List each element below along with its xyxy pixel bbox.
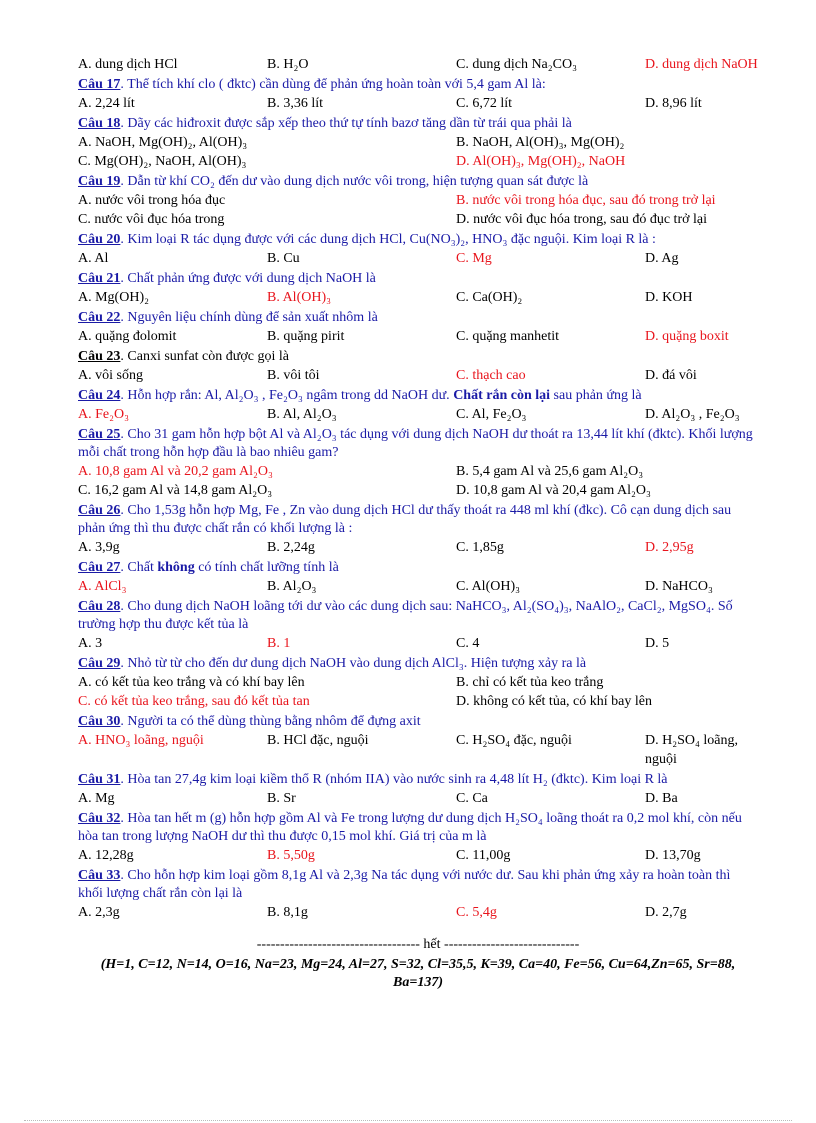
q18-stem — [78, 115, 758, 133]
q31-option-d: D. Ba — [645, 791, 678, 806]
q32-options — [78, 846, 758, 865]
q23-option-d: D. đá vôi — [645, 368, 697, 383]
q17-options — [78, 94, 758, 113]
q16-option-b: B. H₂O — [267, 57, 309, 72]
q32-option-b: B. 5,50g — [267, 848, 315, 863]
q24-option-c: C. Al, Fe₂O₃ — [456, 407, 527, 422]
q32-option-a: A. 12,28g — [78, 848, 134, 863]
q31-text: . Hòa tan 27,4g kim loại kiềm thổ R (nhóm IIA) vào nước sinh ra 4,48 lít H₂ (đktc). Kim loại R là — [120, 772, 668, 787]
q24-text-a: . Hỗn hợp rắn: Al, Al₂O₃ , Fe₂O₃ ngâm trong dd NaOH dư. — [120, 388, 454, 403]
q26-option-c: C. 1,85g — [456, 540, 504, 555]
q33-number: Câu 33 — [78, 868, 121, 883]
atomic-masses-note: (H=1, C=12, N=14, O=16, Na=23, Mg=24, Al=27, S=32, Cl=35,5, K=39, Ca=40, Fe=56, Cu=64,Zn=65, Sr=88, Ba=137) — [100, 957, 736, 990]
q20-options — [78, 249, 758, 268]
q31-option-b: B. Sr — [267, 791, 296, 806]
q22-number: Câu 22 — [78, 310, 121, 325]
q22-option-d: D. quặng boxit — [645, 329, 729, 344]
q32-stem — [78, 810, 758, 846]
q21-stem — [78, 270, 758, 288]
q25-text: . Cho 31 gam hỗn hợp bột Al và Al₂O₃ tác dụng với dung dịch NaOH dư thoát ra 13,44 lít khí (đktc). Khối lượng mỗi chất trong hỗn hợp đầu là bao nhiêu gam? — [78, 427, 753, 460]
q31-stem — [78, 771, 758, 789]
q19-option-c: C. nước vôi đục hóa trong — [78, 212, 225, 227]
q29-option-a: A. có kết tủa keo trắng và có khí bay lên — [78, 675, 305, 690]
q31-options — [78, 789, 758, 808]
q27-stem — [78, 559, 758, 577]
q19-option-d: D. nước vôi đục hóa trong, sau đó đục trở lại — [456, 212, 708, 227]
q29-number: Câu 29 — [78, 656, 121, 671]
q29-option-c: C. có kết tủa keo trắng, sau đó kết tủa tan — [78, 694, 310, 709]
q24-number: Câu 24 — [78, 388, 121, 403]
q17-option-d: D. 8,96 lít — [645, 96, 702, 111]
q16-option-d: D. dung dịch NaOH — [645, 57, 758, 72]
q25-option-c: C. 16,2 gam Al và 14,8 gam Al₂O₃ — [78, 483, 273, 498]
q26-option-d: D. 2,95g — [645, 540, 694, 555]
q30-stem — [78, 713, 758, 731]
q29-option-b: B. chỉ có kết tủa keo trắng — [456, 675, 604, 690]
q20-number: Câu 20 — [78, 232, 121, 247]
q30-option-b: B. HCl đặc, nguội — [267, 733, 369, 748]
q23-stem — [78, 348, 758, 366]
q27-text-bold: không — [157, 560, 195, 575]
q22-option-c: C. quặng manhetit — [456, 329, 560, 344]
q22-options — [78, 327, 758, 346]
q27-options — [78, 577, 758, 596]
q18-options — [78, 133, 758, 171]
q25-option-d: D. 10,8 gam Al và 20,4 gam Al₂O₃ — [456, 483, 651, 498]
q24-option-b: B. Al, Al₂O₃ — [267, 407, 337, 422]
q30-option-c: C. H₂SO₄ đặc, nguội — [456, 733, 572, 748]
q32-text: . Hòa tan hết m (g) hỗn hợp gồm Al và Fe trong lượng dư dung dịch H₂SO₄ loãng thoát ra 0,2 mol khí, còn nếu hòa tan trong lượng NaOH dư thì thu được 0,15 mol khí. Giá trị của m là — [78, 811, 742, 844]
q31-option-c: C. Ca — [456, 791, 488, 806]
q19-number: Câu 19 — [78, 174, 121, 189]
q17-option-b: B. 3,36 lít — [267, 96, 324, 111]
q19-option-b: B. nước vôi trong hóa đục, sau đó trong trở lại — [456, 193, 716, 208]
q27-option-b: B. Al₂O₃ — [267, 579, 317, 594]
q28-text: . Cho dung dịch NaOH loãng tới dư vào các dung dịch sau: NaHCO₃, Al₂(SO₄)₃, NaAlO₂, CaCl₂, MgSO₄. Số trường hợp thu được kết tủa là — [78, 599, 733, 632]
q26-option-a: A. 3,9g — [78, 540, 120, 555]
q32-option-d: D. 13,70g — [645, 848, 701, 863]
q26-options — [78, 538, 758, 557]
q27-option-d: D. NaHCO₃ — [645, 579, 713, 594]
q20-text: . Kim loại R tác dụng được với các dung dịch HCl, Cu(NO₃)₂, HNO₃ đặc nguội. Kim loại R là : — [120, 232, 656, 247]
q17-option-c: C. 6,72 lít — [456, 96, 513, 111]
q24-stem — [78, 387, 758, 405]
q33-option-b: B. 8,1g — [267, 905, 308, 920]
q25-stem — [78, 426, 758, 462]
q28-option-c: C. 4 — [456, 636, 480, 651]
q29-text: . Nhỏ từ từ cho đến dư dung dịch NaOH vào dung dịch AlCl₃. Hiện tượng xảy ra là — [120, 656, 587, 671]
q23-option-c: C. thạch cao — [456, 368, 526, 383]
q32-option-c: C. 11,00g — [456, 848, 511, 863]
q21-option-a: A. Mg(OH)₂ — [78, 290, 149, 305]
q27-number: Câu 27 — [78, 560, 121, 575]
q29-option-d: D. không có kết tủa, có khí bay lên — [456, 694, 652, 709]
q19-option-a: A. nước vôi trong hóa đục — [78, 193, 226, 208]
q20-option-d: D. Ag — [645, 251, 679, 266]
q19-options — [78, 191, 758, 229]
q31-number: Câu 31 — [78, 772, 121, 787]
q18-number: Câu 18 — [78, 116, 121, 131]
q20-option-a: A. Al — [78, 251, 109, 266]
q25-options — [78, 462, 758, 500]
q24-option-d: D. Al₂O₃ , Fe₂O₃ — [645, 407, 740, 422]
q30-option-d: D. H₂SO₄ loãng, nguội — [645, 733, 738, 767]
q29-options — [78, 673, 758, 711]
q26-number: Câu 26 — [78, 503, 121, 518]
q31-option-a: A. Mg — [78, 791, 115, 806]
q21-option-b: B. Al(OH)₃ — [267, 290, 331, 305]
q21-option-d: D. KOH — [645, 290, 693, 305]
q17-number: Câu 17 — [78, 77, 121, 92]
q23-options — [78, 366, 758, 385]
q30-number: Câu 30 — [78, 714, 121, 729]
q24-options — [78, 405, 758, 424]
q17-text: . Thể tích khí clo ( đktc) cần dùng để phản ứng hoàn toàn với 5,4 gam Al là: — [120, 77, 546, 92]
q33-text: . Cho hỗn hợp kim loại gồm 8,1g Al và 2,3g Na tác dụng với nước dư. Sau khi phản ứng xảy ra hoàn toàn thì khối lượng chất rắn còn lại là — [78, 868, 731, 901]
q21-text: . Chất phản ứng được với dung dịch NaOH là — [120, 271, 376, 286]
q18-option-c: C. Mg(OH)₂, NaOH, Al(OH)₃ — [78, 154, 247, 169]
q33-option-c: C. 5,4g — [456, 905, 497, 920]
q21-number: Câu 21 — [78, 271, 121, 286]
q22-text: . Nguyên liệu chính dùng để sản xuất nhôm là — [120, 310, 378, 325]
q29-stem — [78, 655, 758, 673]
q20-option-b: B. Cu — [267, 251, 300, 266]
q27-option-a: A. AlCl₃ — [78, 579, 127, 594]
q16-option-a: A. dung dịch HCl — [78, 57, 178, 72]
q28-number: Câu 28 — [78, 599, 121, 614]
q18-text: . Dãy các hiđroxit được sắp xếp theo thứ tự tính bazơ tăng dần từ trái qua phải là — [120, 116, 572, 131]
q19-stem — [78, 173, 758, 191]
q33-option-d: D. 2,7g — [645, 905, 687, 920]
q22-option-a: A. quặng đolomit — [78, 329, 177, 344]
q23-option-a: A. vôi sống — [78, 368, 143, 383]
q18-option-a: A. NaOH, Mg(OH)₂, Al(OH)₃ — [78, 135, 248, 150]
q28-option-d: D. 5 — [645, 636, 670, 651]
q23-number: Câu 23 — [78, 349, 121, 364]
q23-option-b: B. vôi tôi — [267, 368, 320, 383]
page-bottom-divider — [24, 1120, 792, 1121]
q33-stem — [78, 867, 758, 903]
q19-text: . Dẫn từ khí CO₂ đến dư vào dung dịch nước vôi trong, hiện tượng quan sát được là — [120, 174, 589, 189]
q24-text-c: sau phản ứng là — [550, 388, 642, 403]
q16-options — [78, 55, 758, 74]
q28-options — [78, 634, 758, 653]
q21-options — [78, 288, 758, 307]
q25-option-a: A. 10,8 gam Al và 20,2 gam Al₂O₃ — [78, 464, 273, 479]
q26-text: . Cho 1,53g hỗn hợp Mg, Fe , Zn vào dung dịch HCl dư thấy thoát ra 448 ml khí (đkc). Cô cạn dung dịch sau phản ứng thì thu được chất rắn có khối lượng là : — [78, 503, 732, 536]
q23-text: . Canxi sunfat còn được gọi là — [120, 349, 289, 364]
q28-option-a: A. 3 — [78, 636, 103, 651]
q20-option-c: C. Mg — [456, 251, 492, 266]
q27-option-c: C. Al(OH)₃ — [456, 579, 520, 594]
q17-option-a: A. 2,24 lít — [78, 96, 135, 111]
q27-text-c: có tính chất lưỡng tính là — [194, 560, 339, 575]
q28-stem — [78, 598, 758, 634]
q22-stem — [78, 309, 758, 327]
q25-option-b: B. 5,4 gam Al và 25,6 gam Al₂O₃ — [456, 464, 644, 479]
q33-option-a: A. 2,3g — [78, 905, 120, 920]
q26-option-b: B. 2,24g — [267, 540, 315, 555]
q24-text-bold: Chất rắn còn lại — [453, 388, 551, 403]
q17-stem — [78, 76, 758, 94]
q21-option-c: C. Ca(OH)₂ — [456, 290, 523, 305]
q18-option-d: D. Al(OH)₃, Mg(OH)₂, NaOH — [456, 154, 626, 169]
q18-option-b: B. NaOH, Al(OH)₃, Mg(OH)₂ — [456, 135, 625, 150]
q33-options — [78, 903, 758, 922]
q30-options — [78, 731, 758, 769]
q20-stem — [78, 231, 758, 249]
end-marker: ----------------------------------- hết ----------------------------- — [256, 937, 580, 952]
q24-option-a: A. Fe₂O₃ — [78, 407, 129, 422]
q30-text: . Người ta có thể dùng thùng bằng nhôm để đựng axit — [120, 714, 421, 729]
q22-option-b: B. quặng pirit — [267, 329, 345, 344]
q26-stem — [78, 502, 758, 538]
q32-number: Câu 32 — [78, 811, 121, 826]
exam-page — [78, 55, 758, 992]
q30-option-a: A. HNO₃ loãng, nguội — [78, 733, 204, 748]
q25-number: Câu 25 — [78, 427, 121, 442]
q27-text-a: . Chất — [120, 560, 158, 575]
q28-option-b: B. 1 — [267, 636, 291, 651]
q16-option-c: C. dung dịch Na₂CO₃ — [456, 57, 577, 72]
